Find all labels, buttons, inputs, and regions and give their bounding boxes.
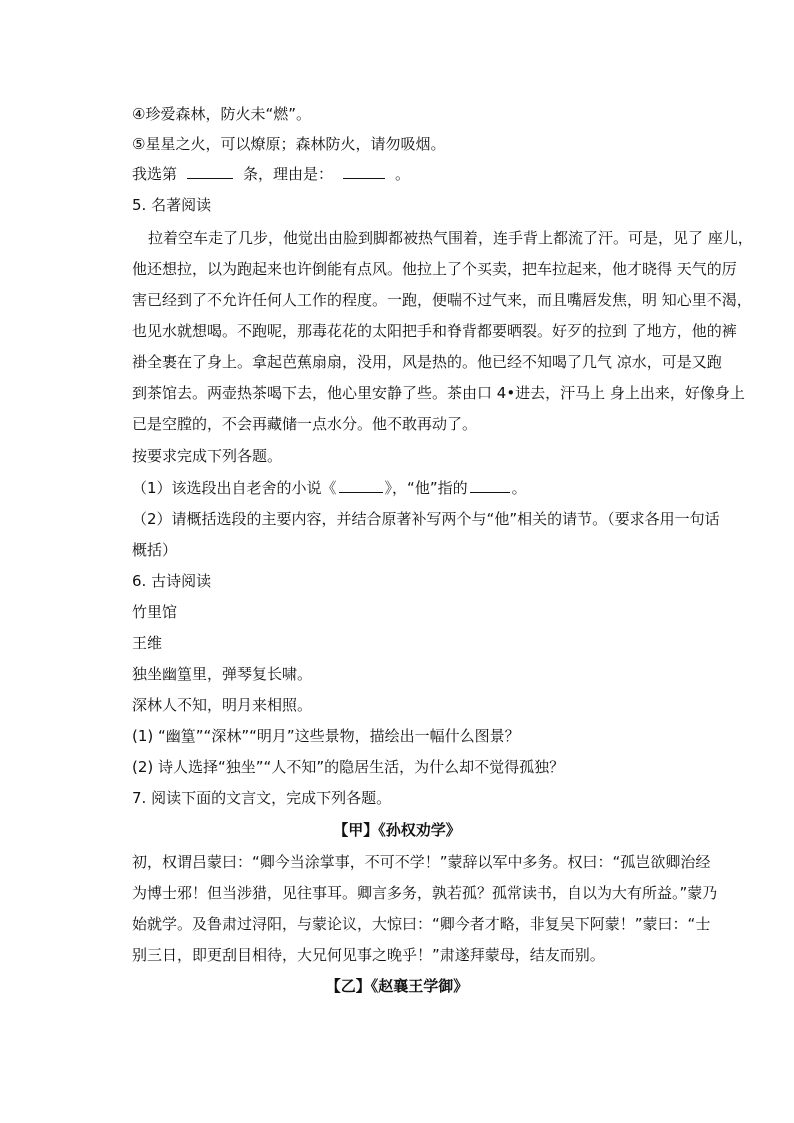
classical-text-line: 为博士邪！但当涉猎，见往事耳。卿言多务，孰若孤？孤常读书，自以为大有所益。”蒙乃 bbox=[132, 884, 718, 902]
choice-reason-blank[interactable] bbox=[343, 164, 385, 179]
section6-question-2: (2) 诗人选择“独坐”“人不知”的隐居生活，为什么却不觉得孤独？ bbox=[132, 758, 565, 776]
poem-line: 深林人不知，明月来相照。 bbox=[132, 696, 313, 714]
passage-line: 拉着空车走了几步，他觉出由脸到脚都被热气围着，连手背上都流了汗。可是，见了 座儿， bbox=[148, 229, 753, 247]
poem-line: 独坐幽篁里，弹琴复长啸。 bbox=[132, 665, 313, 683]
section5-heading: 5. 名著阅读 bbox=[132, 196, 212, 214]
choice-number-blank[interactable] bbox=[187, 164, 233, 179]
choice-prompt bbox=[132, 164, 410, 184]
section6-question-1: (1) “幽篁”“深林”“明月”这些景物，描绘出一幅什么图景？ bbox=[132, 727, 520, 745]
q1-middle: 》，“他”指的 bbox=[384, 479, 468, 497]
classical-text-line: 初，权谓吕蒙曰：“卿今当涂掌事，不可不学！”蒙辞以军中多务。权曰：“孤岂欲卿治经 bbox=[132, 853, 711, 871]
classical-text-line: 别三日，即更刮目相待，大兄何见事之晚乎！”肃遂拜蒙母，结友而别。 bbox=[132, 946, 605, 964]
q1-prefix: （1）该选段出自老舍的小说《 bbox=[132, 479, 337, 497]
choice-prompt-label: 我选第 bbox=[132, 165, 178, 183]
choice-end-mark: 。 bbox=[395, 165, 411, 183]
passage-line: 已是空膛的，不会再藏储一点水分。他不敢再动了。 bbox=[132, 415, 478, 433]
section6-heading: 6. 古诗阅读 bbox=[132, 572, 212, 590]
section5-question-1 bbox=[132, 478, 527, 498]
choice-reason-label: 条，理由是： bbox=[243, 165, 334, 183]
slogan-item-5: ⑤星星之火，可以燎原；森林防火，请勿吸烟。 bbox=[132, 135, 446, 153]
q1-end-mark: 。 bbox=[511, 479, 527, 497]
poem-author: 王维 bbox=[132, 634, 163, 652]
section5-instruction: 按要求完成下列各题。 bbox=[132, 447, 283, 465]
novel-title-blank[interactable] bbox=[339, 478, 383, 493]
passage-line: 他还想拉，以为跑起来也许倒能有点风。他拉上了个买卖，把车拉起来，他才晓得 天气的厉 bbox=[132, 260, 737, 278]
slogan-item-4: ④珍爱森林，防火未“燃”。 bbox=[132, 105, 311, 123]
poem-title: 竹里馆 bbox=[132, 603, 178, 621]
section5-question-2-cont: 概括） bbox=[132, 541, 178, 559]
passage-line: 褂全裹在了身上。拿起芭蕉扇扇，没用，风是热的。他已经不知喝了几气 凉水，可是又跑 bbox=[132, 353, 722, 371]
section7-heading: 7. 阅读下面的文言文，完成下列各题。 bbox=[132, 789, 392, 807]
classical-text-line: 始就学。及鲁肃过浔阳，与蒙论议，大惊曰：“卿今者才略，非复吴下阿蒙！”蒙曰：“士 bbox=[132, 915, 711, 933]
text-b-title: 【乙】《赵襄王学御》 bbox=[325, 977, 469, 995]
he-refers-blank[interactable] bbox=[470, 478, 510, 493]
passage-line: 害已经到了不允许任何人工作的程度。一跑，便喘不过气来，而且嘴唇发焦，明 知心里不渴， bbox=[132, 291, 752, 309]
passage-line: 也见水就想喝。不跑呢，那毒花花的太阳把手和脊背都要晒裂。好歹的拉到 了地方，他的裤 bbox=[132, 322, 737, 340]
passage-line: 到茶馆去。两壶热茶喝下去，他心里安静了些。茶由口 4•进去，汗马上 身上出来，好像身上 bbox=[132, 384, 745, 402]
section5-question-2: （2）请概括选段的主要内容，并结合原著补写两个与“他”相关的请节。（要求各用一句话 bbox=[132, 510, 720, 528]
text-a-title: 【甲】《孙权劝学》 bbox=[333, 821, 461, 839]
